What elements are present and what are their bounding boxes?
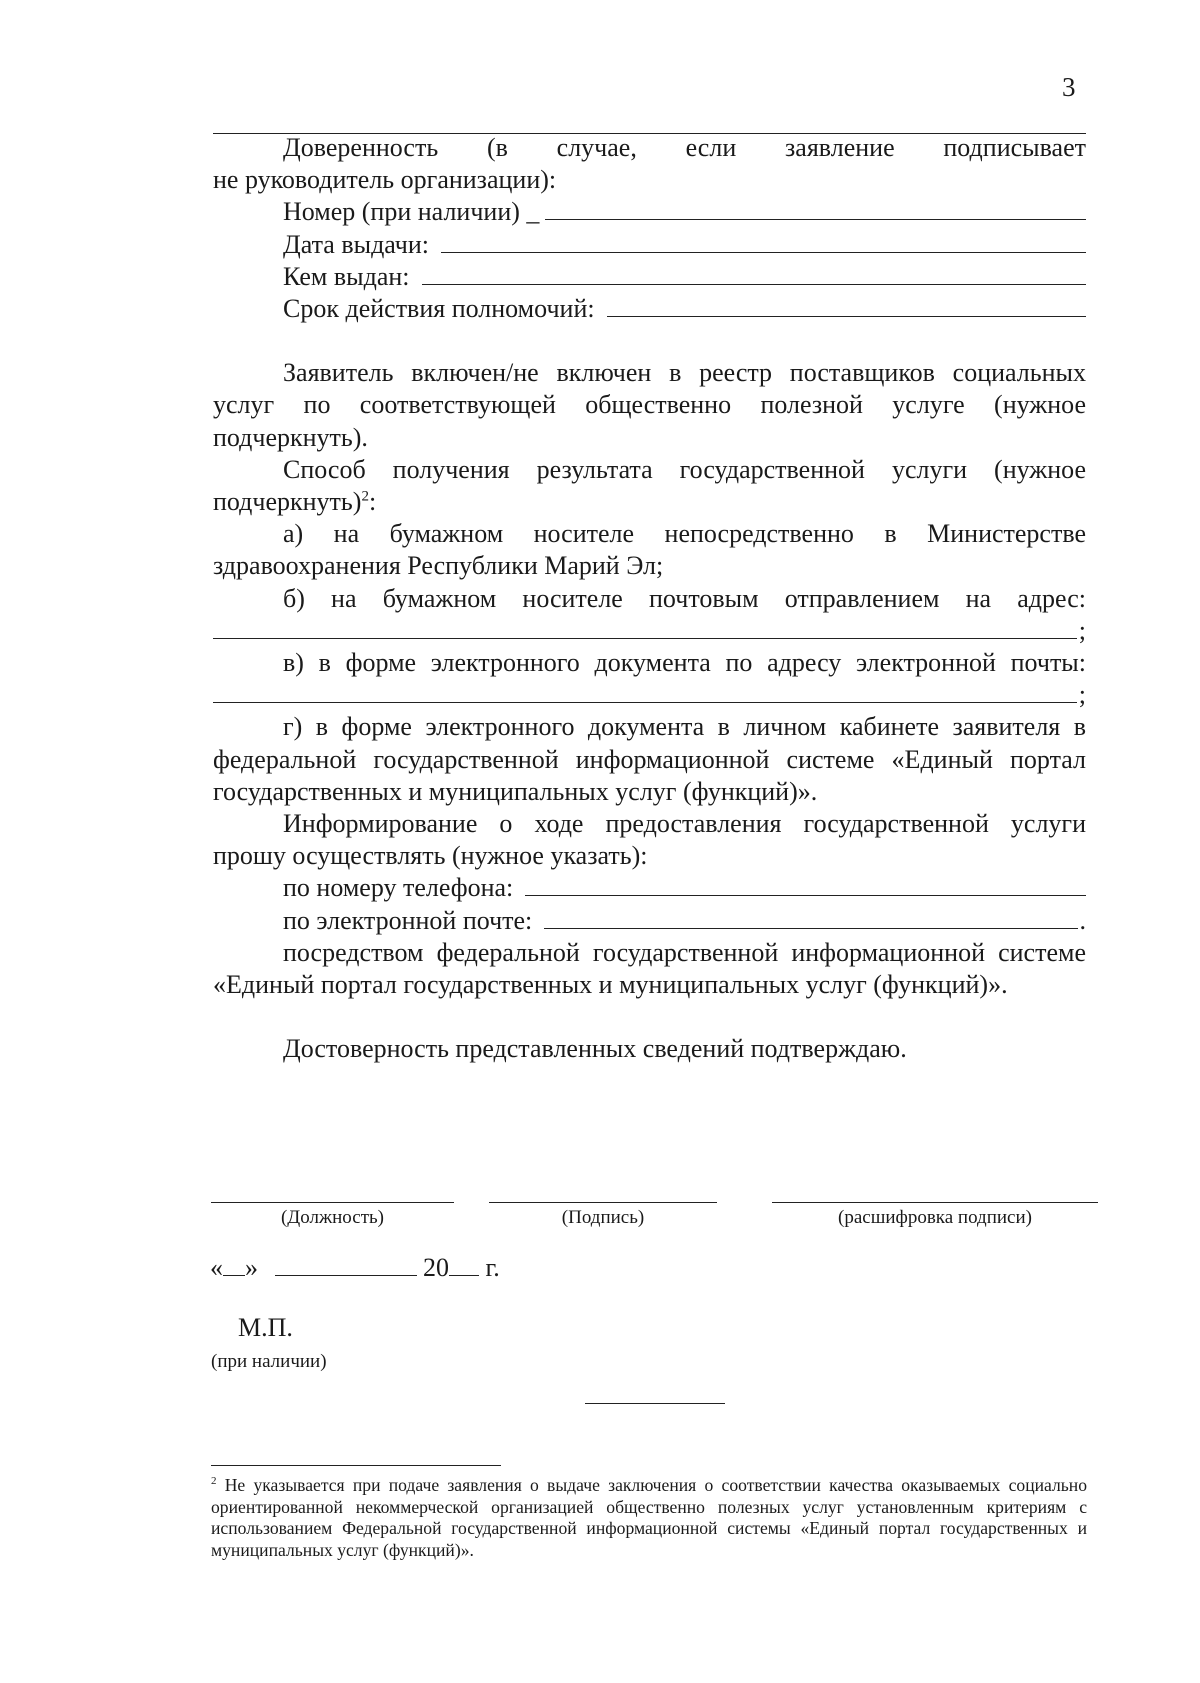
form-body <box>213 132 1086 1065</box>
year-prefix: 20 <box>423 1253 449 1282</box>
attorney-number-row <box>213 196 1086 228</box>
inform-phone-row <box>213 872 1086 904</box>
day-field[interactable] <box>223 1253 245 1276</box>
page-number: 3 <box>1062 72 1076 102</box>
spacer <box>213 1001 1086 1033</box>
attorney-number-field[interactable] <box>545 197 1086 220</box>
year-field[interactable] <box>449 1253 479 1276</box>
signature-label: (Подпись) <box>561 1207 645 1228</box>
signature-field[interactable] <box>489 1202 717 1203</box>
email-address-end: ; <box>1078 680 1086 710</box>
result-option-v: в) в форме электронного документа по адресу электронной почты: <box>283 648 1086 678</box>
spacer <box>213 325 1086 357</box>
postal-address-field[interactable] <box>213 616 1077 639</box>
footnote-separator <box>211 1465 501 1466</box>
attorney-validity-row <box>213 293 1086 325</box>
postal-address-end: ; <box>1078 615 1086 645</box>
signature-decoding-field[interactable] <box>772 1202 1098 1203</box>
inform-email-field[interactable] <box>544 906 1077 929</box>
inform-email-row <box>213 905 1086 937</box>
date-open-quote: « <box>210 1253 223 1282</box>
power-of-attorney-intro-cont: не руководитель организации): <box>213 165 557 195</box>
attorney-issue-date-field[interactable] <box>441 230 1086 253</box>
attorney-issued-by-label: Кем выдан: <box>283 261 410 291</box>
informing-intro: Информирование о ходе предоставления государственной услуги прошу осуществлять (нужное указать): <box>213 809 1086 871</box>
result-option-g: г) в форме электронного документа в личном кабинете заявителя в федеральной государственной информационной системе «Единый портал государственных и муниципальных услуг (функций)». <box>213 712 1086 806</box>
attorney-issued-by-row <box>213 261 1086 293</box>
footnote-text: Не указывается при подаче заявления о выдаче заключения о соответствии качества оказываемых социально ориентированной некоммерческой организацией общественно полезных услуг установленным критериям с использованием Федеральной государственной информационной системы «Единый портал государственных и муниципальных услуг (функций)». <box>211 1475 1087 1560</box>
attorney-validity-label: Срок действия полномочий: <box>283 294 595 324</box>
postal-address-row <box>213 615 1086 647</box>
inform-phone-field[interactable] <box>525 873 1086 896</box>
attorney-issue-date-row <box>213 229 1086 261</box>
position-field[interactable] <box>211 1202 454 1203</box>
month-field[interactable] <box>275 1253 417 1276</box>
result-option-a: а) на бумажном носителе непосредственно в Министерстве здравоохранения Республики Марий Эл; <box>213 519 1086 581</box>
date-close-quote: » <box>245 1253 258 1282</box>
result-method-intro-text: Способ получения результата государственной услуги (нужное подчеркнуть) <box>213 454 1086 517</box>
email-address-row <box>213 679 1086 711</box>
result-method-intro-suffix: : <box>368 487 377 517</box>
date-line <box>210 1253 500 1283</box>
footnote-number: 2 <box>211 1475 217 1488</box>
signature-decoding-label: (расшифровка подписи) <box>838 1207 1032 1228</box>
year-suffix: г. <box>485 1253 500 1282</box>
footnote-ref: 2 <box>361 488 369 505</box>
result-option-b: б) на бумажном носителе почтовым отправлением на адрес: <box>283 583 1086 613</box>
stamp-note: (при наличии) <box>211 1351 327 1372</box>
inform-email-label: по электронной почте: <box>283 905 533 935</box>
email-address-field[interactable] <box>213 680 1077 703</box>
result-method-intro <box>213 454 1086 518</box>
inform-email-end: . <box>1079 905 1086 935</box>
attorney-issued-by-field[interactable] <box>422 262 1087 285</box>
registry-paragraph: Заявитель включен/не включен в реестр поставщиков социальных услуг по соответствующей общественно полезной услуге (нужное подчеркнуть). <box>213 358 1086 452</box>
attorney-validity-field[interactable] <box>607 294 1086 317</box>
position-label: (Должность) <box>280 1207 384 1228</box>
confirmation-text: Достоверность представленных сведений подтверждаю. <box>283 1034 907 1064</box>
stamp-label: М.П. <box>238 1313 293 1342</box>
inform-portal: посредством федеральной государственной информационной системе «Единый портал государственных и муниципальных услуг (функций)». <box>213 937 1086 1000</box>
power-of-attorney-intro: Доверенность (в случае, если заявление подписывает <box>283 133 1086 162</box>
attorney-issue-date-label: Дата выдачи: <box>283 229 430 259</box>
attorney-number-label: Номер (при наличии) _ <box>283 197 540 227</box>
inform-phone-label: по номеру телефона: <box>283 873 514 903</box>
end-separator <box>585 1403 725 1404</box>
footnote <box>211 1475 1087 1561</box>
